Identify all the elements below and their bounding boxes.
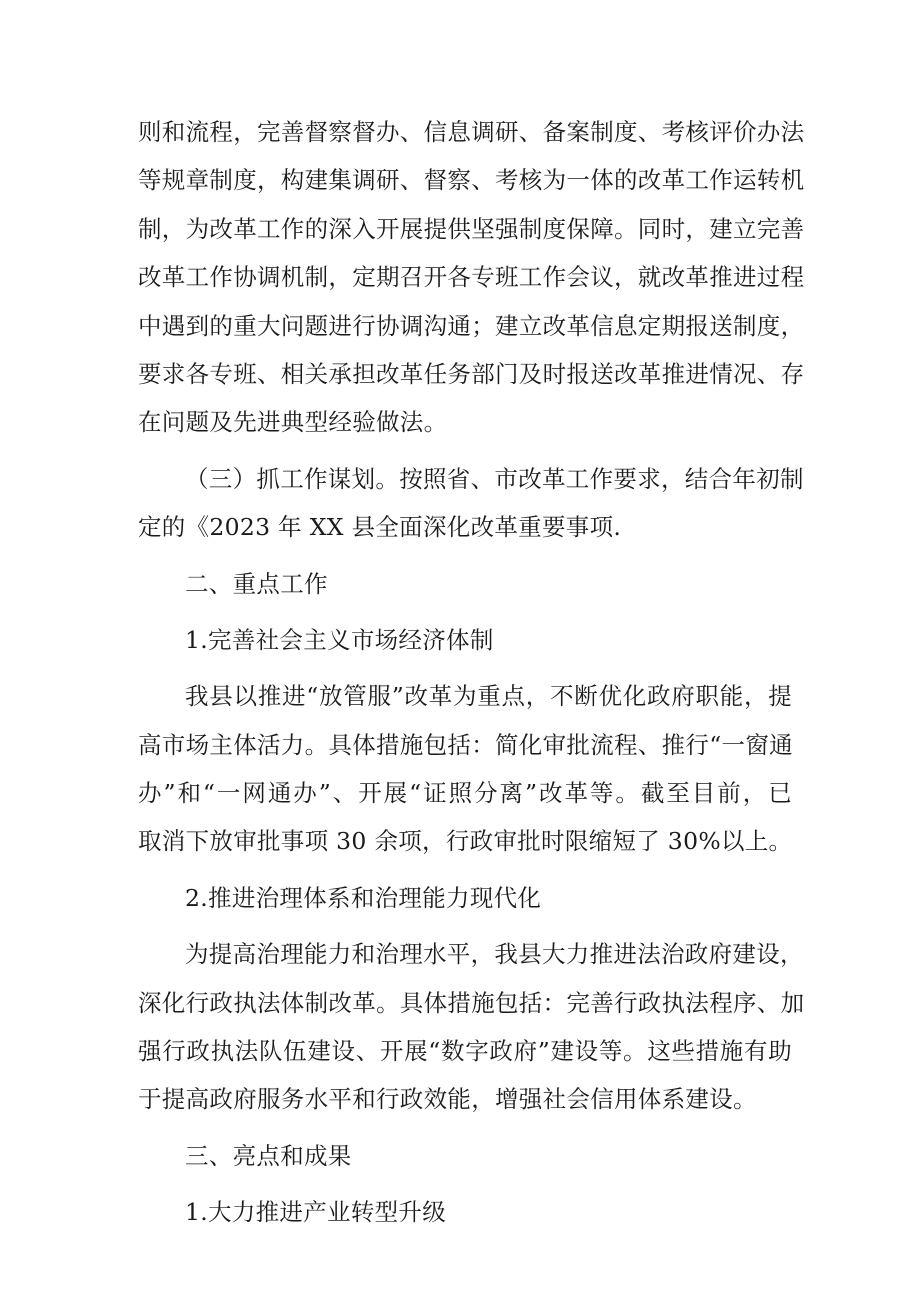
subheading-governance: 2.推进治理体系和治理能力现代化 xyxy=(185,883,542,912)
text-line: 等规章制度，构建集调研、督察、考核为一体的改革工作运转机 xyxy=(138,166,805,195)
paragraph-market-economy xyxy=(138,672,792,866)
text-line: 中遇到的重大问题进行协调沟通；建立改革信息定期报送制度， xyxy=(138,311,805,340)
text-line: 深化行政执法体制改革。具体措施包括：完善行政执法程序、加 xyxy=(138,988,805,1017)
text-line: 强行政执法队伍建设、开展“数字政府”建设等。这些措施有助 xyxy=(138,1037,792,1066)
paragraph-reform-mechanism xyxy=(138,108,805,447)
text-line: 定的《2023 年 XX 县全面深化改革重要事项. xyxy=(138,513,622,542)
text-line: 在问题及先进典型经验做法。 xyxy=(138,408,448,437)
text-line: 则和流程，完善督察督办、信息调研、备案制度、考核评价办法 xyxy=(138,118,805,146)
text-line: （三）抓工作谋划。按照省、市改革工作要求，结合年初制 xyxy=(185,464,804,493)
subheading-market-economy: 1.完善社会主义市场经济体制 xyxy=(185,625,494,654)
text-line: 为提高治理能力和治理水平，我县大力推进法治政府建设， xyxy=(185,940,804,969)
paragraph-governance xyxy=(138,930,805,1124)
text-line: 我县以推进“放管服”改革为重点，不断优化政府职能，提 xyxy=(185,682,792,711)
text-line: 办”和“一网通办”、开展“证照分离”改革等。截至目前，已 xyxy=(138,779,792,808)
text-line: 要求各专班、相关承担改革任务部门及时报送改革推进情况、存 xyxy=(138,359,805,388)
document-page xyxy=(138,108,805,1237)
text-line: 制，为改革工作的深入开展提供坚强制度保障。同时，建立完善 xyxy=(138,214,805,243)
text-line: 高市场主体活力。具体措施包括：简化审批流程、推行“一窗通 xyxy=(138,730,793,759)
section-heading-key-work: 二、重点工作 xyxy=(185,569,328,598)
paragraph-work-planning xyxy=(138,455,804,552)
subheading-industry-upgrade: 1.大力推进产业转型升级 xyxy=(185,1198,447,1227)
text-line: 于提高政府服务水平和行政效能，增强社会信用体系建设。 xyxy=(138,1085,757,1114)
text-line: 取消下放审批事项 30 余项，行政审批时限缩短了 30%以上。 xyxy=(138,827,793,856)
text-line: 改革工作协调机制，定期召开各专班工作会议，就改革推进过程 xyxy=(138,263,805,292)
section-heading-highlights: 三、亮点和成果 xyxy=(185,1141,352,1170)
